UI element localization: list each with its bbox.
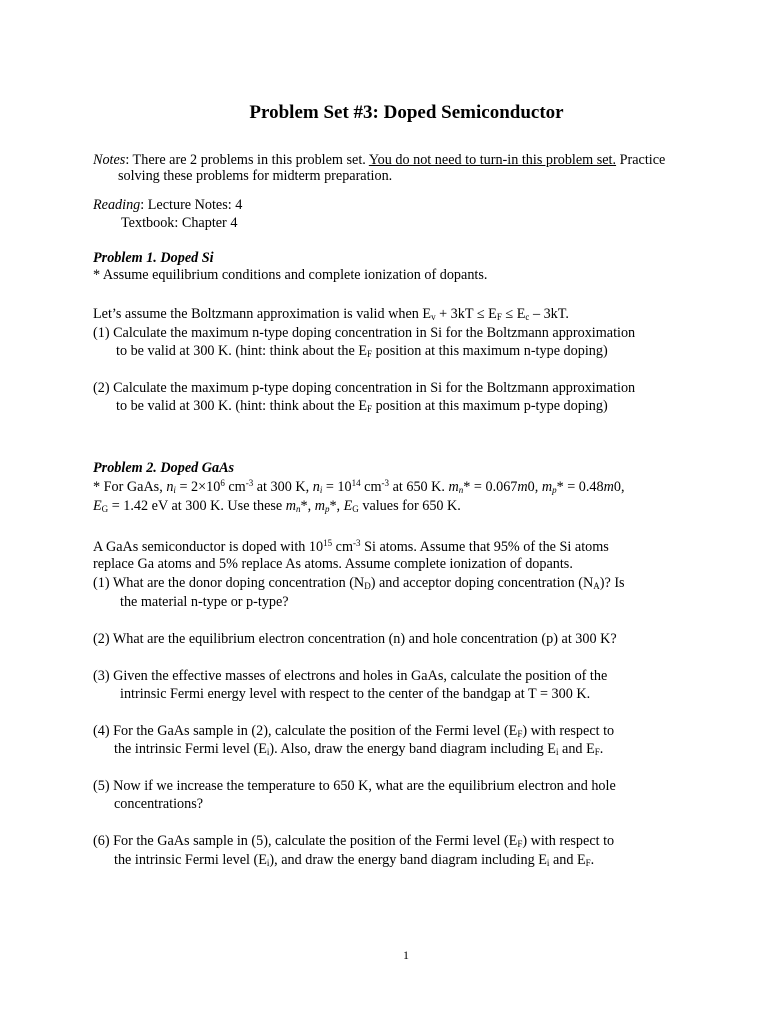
sub-F: F [517, 729, 523, 739]
q-text: ) with respect to [522, 723, 615, 739]
reading-text: : Lecture Notes: 4 [140, 197, 243, 213]
p2-question-6-line-1 [93, 832, 614, 850]
page-title: Problem Set #3: Doped Semiconductor [249, 102, 564, 123]
var-E: E [93, 498, 102, 514]
sub-p: p [552, 485, 557, 495]
p2-question-3-line-2: intrinsic Fermi energy level with respect to the center of the bandgap at T = 300 K. [120, 686, 591, 702]
given-text: = 2×10 [175, 479, 221, 495]
var-n: n [166, 479, 174, 495]
problem-1-title: Problem 1. Doped Si [93, 250, 214, 266]
p1-question-2-line-2 [116, 397, 608, 415]
star-comma: *, [300, 498, 315, 514]
notes-text-2: Practice [616, 152, 666, 168]
sup-15: 15 [323, 538, 333, 548]
intro-text-c: ≤ E [501, 306, 526, 322]
sub-A: A [593, 581, 600, 591]
sub-i: i [319, 485, 323, 495]
q-text: (6) For the GaAs sample in (5), calculate the position of the Fermi level (E [93, 833, 518, 849]
given-text: cm [360, 479, 382, 495]
sub-n: n [296, 504, 301, 514]
problem-1-intro [93, 305, 569, 323]
problem-2-title: Problem 2. Doped GaAs [93, 460, 235, 476]
p2-question-5-line-2: concentrations? [114, 796, 204, 812]
p2-question-1-line-2: the material n-type or p-type? [120, 594, 289, 610]
reading-line [93, 196, 242, 214]
given-text: at 300 K, [253, 479, 313, 495]
intro-text-b: + 3kT ≤ E [435, 306, 497, 322]
q-text: (1) What are the donor doping concentration (N [93, 575, 365, 591]
given-text: * = 0.48 [556, 479, 604, 495]
sup-neg3: -3 [381, 478, 390, 488]
given-text: = 10 [322, 479, 352, 495]
sup-neg3: -3 [353, 538, 361, 548]
given-text: * = 0.067 [463, 479, 518, 495]
given-text: = 1.42 eV at 300 K. Use these [108, 498, 286, 514]
sub-G: G [101, 504, 109, 514]
sub-F: F [496, 312, 502, 322]
q-text: . [590, 852, 595, 868]
sup-neg3: -3 [245, 478, 254, 488]
problem-1-assumption: * Assume equilibrium conditions and complete ionization of dopants. [93, 267, 488, 283]
var-m: m [314, 498, 325, 514]
q-text: the intrinsic Fermi level (E [114, 741, 267, 757]
sub-v: v [431, 312, 436, 322]
p2-question-6-line-2 [114, 851, 594, 869]
notes-text-1: : There are 2 problems in this problem set. [125, 152, 369, 168]
problem-2-given-line-2 [93, 497, 461, 515]
q-text: . [599, 741, 604, 757]
sub-F: F [367, 349, 373, 359]
notes-line-2: solving these problems for midterm preparation. [118, 168, 393, 184]
q1-line2-a: to be valid at 300 K. (hint: think about the E [116, 343, 367, 359]
sub-i: i [173, 485, 176, 495]
doped-text: A GaAs semiconductor is doped with 10 [93, 539, 324, 555]
doped-text: Si atoms. Assume that 95% of the Si atoms [360, 539, 609, 555]
p2-question-1-line-1 [93, 574, 625, 592]
q-text: ) with respect to [522, 833, 615, 849]
given-text: at 650 K. [389, 479, 449, 495]
sub-F: F [585, 858, 591, 868]
sub-n: n [458, 485, 464, 495]
sub-F: F [517, 839, 523, 849]
q-text: and E [558, 741, 595, 757]
sub-i: i [546, 858, 550, 868]
sub-p: p [324, 504, 330, 514]
sup-6: 6 [220, 478, 225, 488]
sub-F: F [594, 747, 600, 757]
p2-question-3-line-1: (3) Given the effective masses of electrons and holes in GaAs, calculate the position of the [93, 668, 608, 684]
given-text: 0, [527, 479, 539, 495]
q1-line2-b: position at this maximum n-type doping) [372, 343, 608, 359]
p1-question-1-line-1: (1) Calculate the maximum n-type doping concentration in Si for the Boltzmann approximation [93, 325, 636, 341]
var-m: m [285, 498, 296, 514]
p2-question-5-line-1: (5) Now if we increase the temperature to 650 K, what are the equilibrium electron and hole [93, 778, 616, 794]
sub-G: G [352, 504, 359, 514]
var-n: n [312, 479, 320, 495]
notes-label: Notes [93, 152, 126, 168]
q-text: ), and draw the energy band diagram including E [269, 852, 547, 868]
problem-2-doped-line-1 [93, 538, 609, 556]
q-text: ) and acceptor doping concentration (N [370, 575, 594, 591]
var-m: m [541, 479, 553, 495]
p1-question-2-line-1: (2) Calculate the maximum p-type doping concentration in Si for the Boltzmann approximation [93, 380, 636, 396]
star-comma: *, [329, 498, 344, 514]
given-text: cm [224, 479, 246, 495]
given-text: 0, [613, 479, 625, 495]
var-E: E [343, 498, 353, 514]
p1-question-1-line-2 [116, 342, 608, 360]
reading-textbook: Textbook: Chapter 4 [121, 215, 238, 231]
sub-i: i [266, 858, 270, 868]
q-text: ). Also, draw the energy band diagram including E [269, 741, 556, 757]
notes-underlined: You do not need to turn-in this problem set. [368, 152, 617, 168]
var-m: m [603, 479, 614, 495]
q2-line2-a: to be valid at 300 K. (hint: think about the E [116, 398, 367, 414]
var-m: m [448, 479, 459, 495]
sub-D: D [364, 581, 371, 591]
problem-2-doped-line-2: replace Ga atoms and 5% replace As atoms. Assume complete ionization of dopants. [93, 556, 573, 572]
problem-2-given-line-1 [93, 478, 625, 496]
sub-c: c [525, 312, 530, 322]
page-number: 1 [403, 948, 409, 962]
q-text: the intrinsic Fermi level (E [114, 852, 267, 868]
q2-line2-b: position at this maximum p-type doping) [372, 398, 608, 414]
reading-label: Reading [93, 197, 141, 213]
p2-question-2: (2) What are the equilibrium electron concentration (n) and hole concentration (p) at 300 K? [93, 631, 617, 647]
q-text: (4) For the GaAs sample in (2), calculate the position of the Fermi level (E [93, 723, 518, 739]
q-text: )? Is [599, 575, 625, 591]
p2-question-4-line-2 [114, 740, 603, 758]
intro-text-a: Let’s assume the Boltzmann approximation is valid when E [93, 306, 432, 322]
sup-14: 14 [351, 478, 361, 488]
p2-question-4-line-1 [93, 722, 614, 740]
sub-F: F [367, 404, 373, 414]
sub-i: i [555, 747, 559, 757]
given-text: values for 650 K. [358, 498, 461, 514]
intro-text-d: – 3kT. [529, 306, 569, 322]
given-text: * For GaAs, [93, 479, 167, 495]
doped-text: cm [332, 539, 354, 555]
sub-i: i [266, 747, 270, 757]
q-text: and E [549, 852, 586, 868]
var-m: m [517, 479, 528, 495]
